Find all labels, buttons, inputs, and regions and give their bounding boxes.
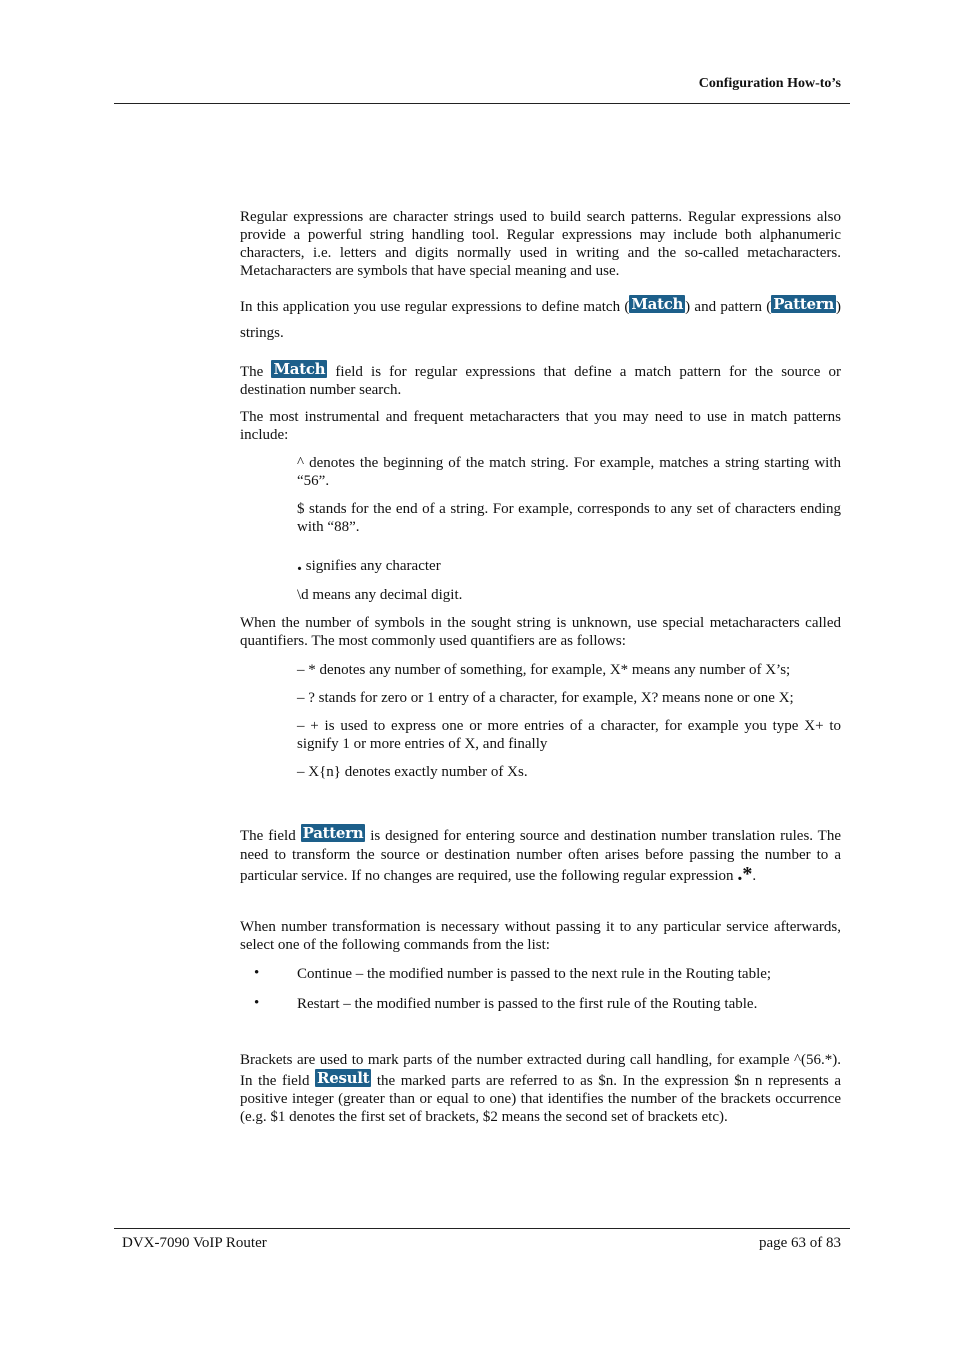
metachar-dollar: $ stands for the end of a string. For example, corresponds to any set of characters ending with “88”. xyxy=(297,501,841,535)
pattern-p1-end: . xyxy=(752,868,757,884)
match-field-label: Match xyxy=(273,360,326,378)
footer-page-number: page 63 of 83 xyxy=(758,1235,841,1251)
metachar-digit: \d means any decimal digit. xyxy=(297,587,463,603)
brackets-text-b: the marked parts are referred to as $n. In the expression $n n represents a positive integer (greater than or equal to one) that identifies the number of the brackets occurrence (e.g. $1 denotes the first set of brackets, $2 means the second set of brackets etc). xyxy=(240,1073,841,1125)
intro-p2-text-b: ) and pattern ( xyxy=(685,299,772,315)
intro-p3-text-b: field is for regular expressions that define a match pattern for the source or destination number search. xyxy=(240,364,841,398)
header-title: Configuration How-to’s xyxy=(698,76,841,91)
footer-divider xyxy=(114,1228,850,1229)
pattern-expression: .* xyxy=(737,863,753,885)
intro-p2-text-a: In this application you use regular expressions to define match ( xyxy=(240,299,630,315)
pattern-p1-text-b: is designed for entering source and destination number translation rules. The need to transform the source or destination number often arises before passing the number to a particular service. If no changes are required, use the following regular expression xyxy=(240,828,841,884)
pattern-field-label: Pattern xyxy=(773,295,835,313)
pattern-field-label: Pattern xyxy=(302,824,364,842)
intro-paragraph-2 xyxy=(240,294,841,346)
intro-p3-text-a: The xyxy=(240,364,272,380)
quantifier-question: – ? stands for zero or 1 entry of a character, for example, X? means none or one X; xyxy=(297,690,794,706)
metachar-dot xyxy=(297,555,841,575)
quantifiers-intro: When the number of symbols in the sought string is unknown, use special metacharacters called quantifiers. The most commonly used quantifiers are as follows: xyxy=(240,615,841,649)
pattern-paragraph-1 xyxy=(240,824,841,886)
result-field-label: Result xyxy=(317,1069,370,1087)
intro-paragraph-1: Regular expressions are character strings used to build search patterns. Regular expressions also provide a powerful string handling tool. Regular expressions may include both alphanumeric characters, i.e. letters and digits normally used in writing and the so-called metacharacters. Metacharacters are symbols that have special meaning and use. xyxy=(240,209,841,279)
quantifier-plus: – + is used to express one or more entries of a character, for example you type X+ to signify 1 or more entries of X, and finally xyxy=(297,718,841,752)
quantifier-star: – * denotes any number of something, for example, X* means any number of X’s; xyxy=(297,662,791,678)
brackets-text-a: Brackets are used to mark parts of the number extracted during call handling, for example ^(56.*). In the field xyxy=(240,1052,841,1089)
metachar-caret: ^ denotes the beginning of the match string. For example, matches a string starting with “56”. xyxy=(297,455,841,489)
intro-paragraph-4: The most instrumental and frequent metacharacters that you may need to use in match patterns include: xyxy=(240,409,841,443)
dot-text: signifies any character xyxy=(302,558,441,574)
bullet-dot: • xyxy=(254,965,260,981)
dot-symbol: . xyxy=(297,553,302,575)
intro-p2-text-c: ) strings. xyxy=(240,299,842,341)
bullet-continue: Continue – the modified number is passed to the next rule in the Routing table; xyxy=(297,966,772,982)
quantifier-exact: – X{n} denotes exactly number of Xs. xyxy=(297,764,528,780)
footer-product: DVX-7090 VoIP Router xyxy=(122,1235,267,1251)
header-divider xyxy=(114,103,850,104)
bullet-restart: Restart – the modified number is passed to the first rule of the Routing table. xyxy=(297,996,758,1012)
pattern-p1-text-a: The field xyxy=(240,828,301,844)
bullet-dot: • xyxy=(254,995,260,1011)
pattern-paragraph-2: When number transformation is necessary without passing it to any particular service afterwards, select one of the following commands from the list: xyxy=(240,919,841,953)
brackets-paragraph xyxy=(240,1051,841,1126)
match-field-label: Match xyxy=(631,295,684,313)
intro-paragraph-3 xyxy=(240,360,841,399)
